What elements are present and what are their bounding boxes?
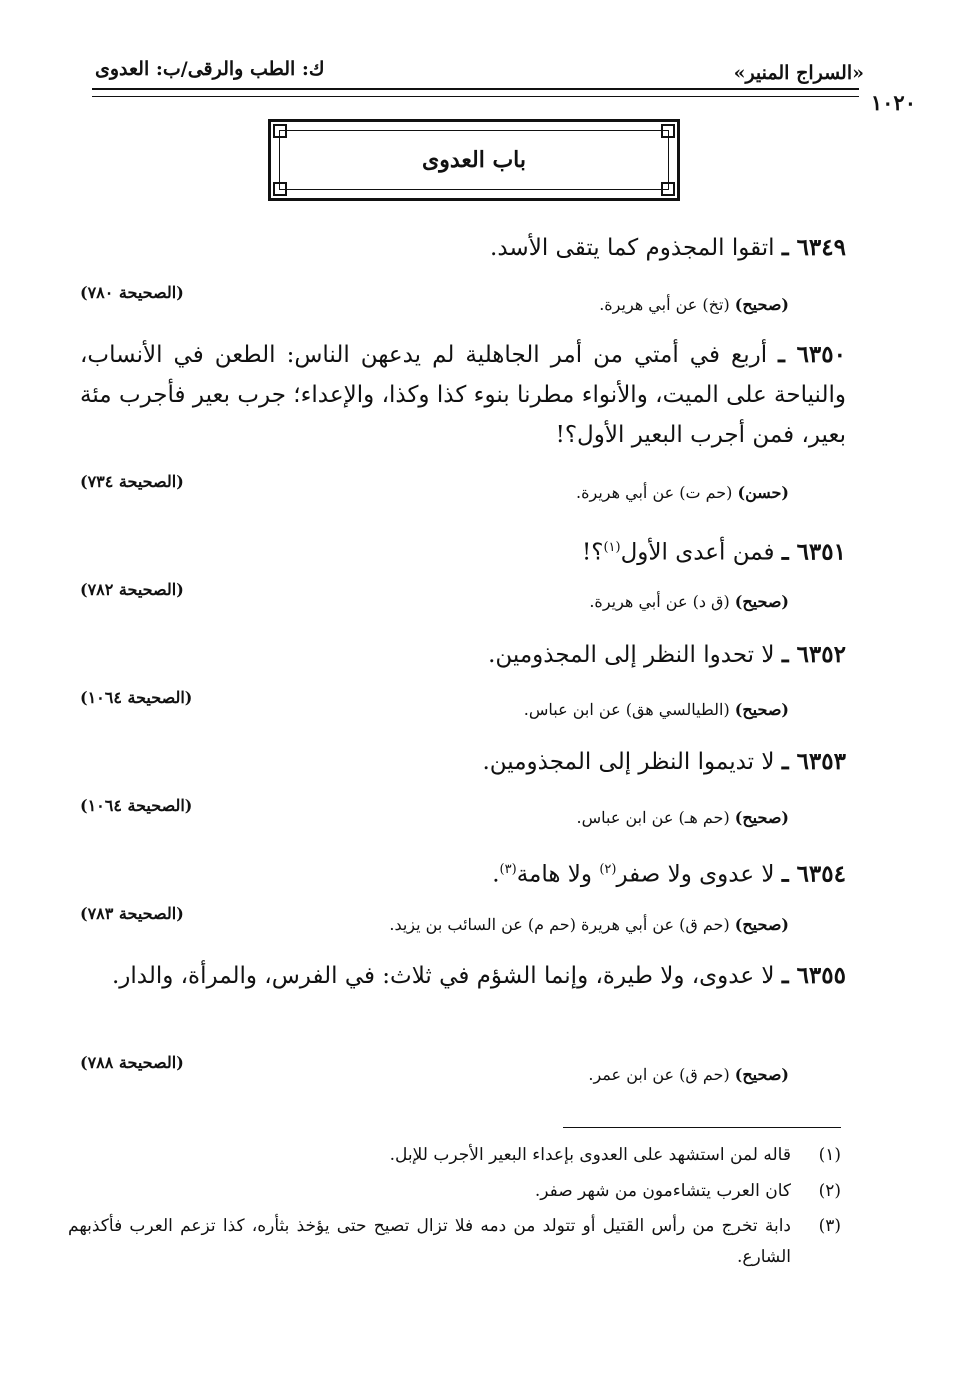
hadith-narrator: (ق د) عن أبي هريرة. bbox=[589, 592, 730, 611]
hadith-grade: (صحيح) bbox=[734, 592, 789, 611]
hadith-reference: (الصحيحة ١٠٦٤) bbox=[80, 796, 193, 815]
hadith-entry bbox=[80, 956, 846, 996]
footnote-text: دابة تخرج من رأس القتيل أو تتولد من دمه فلا تزال تصيح حتى يؤخذ بثأره، كذا تزعم العرب فأكذبهم الشارع. bbox=[68, 1216, 791, 1267]
footnote-mark: (٢) bbox=[818, 1181, 841, 1201]
hadith-narrator: (الطيالسي هق) عن ابن عباس. bbox=[523, 700, 730, 719]
hadith-number: ٦٣٥٥ ـ bbox=[781, 962, 846, 989]
section-title: ك: الطب والرقى/ب: العدوى bbox=[95, 58, 325, 80]
hadith-number: ٦٣٤٩ ـ bbox=[781, 234, 846, 261]
footnote-mark: (١) bbox=[818, 1145, 841, 1165]
footnote-marker: (١) bbox=[603, 540, 621, 555]
hadith-entry bbox=[80, 850, 846, 895]
footnote bbox=[68, 1176, 839, 1207]
hadith-entry bbox=[80, 742, 846, 782]
hadith-number: ٦٣٥٢ ـ bbox=[781, 641, 846, 668]
hadith-text: لا عدوى، ولا طيرة، وإنما الشؤم في ثلاث: في الفرس، والمرأة، والدار. bbox=[111, 963, 775, 989]
hadith-text: لا تديموا النظر إلى المجذومين. bbox=[482, 749, 775, 775]
footnote-marker: (٢) bbox=[599, 862, 617, 877]
book-title: «السراج المنير» bbox=[733, 62, 864, 84]
hadith-text: لا تحدوا النظر إلى المجذومين. bbox=[488, 642, 775, 668]
hadith-source bbox=[589, 592, 789, 611]
hadith-text-end: ؟! bbox=[581, 539, 604, 566]
hadith-grade: (صحيح) bbox=[734, 915, 789, 934]
hadith-source bbox=[577, 808, 789, 827]
chapter-frame-inner bbox=[279, 130, 669, 190]
footnote-text: كان العرب يتشاءمون من شهر صفر. bbox=[534, 1181, 791, 1201]
hadith-grade: (صحيح) bbox=[734, 808, 789, 827]
header-rule bbox=[92, 88, 859, 90]
hadith-narrator: (حم ت) عن أبي هريرة. bbox=[576, 483, 733, 502]
hadith-grade: (حسن) bbox=[737, 483, 789, 502]
hadith-entry bbox=[80, 335, 846, 455]
chapter-frame bbox=[268, 119, 680, 201]
hadith-source bbox=[389, 915, 789, 934]
hadith-text: لا عدوى ولا صفر bbox=[616, 861, 775, 888]
footnote-text: قاله لمن استشهد على العدوى بإعداء البعير الأجرب للإبل. bbox=[389, 1145, 791, 1165]
hadith-source bbox=[599, 295, 789, 314]
hadith-narrator: (حم هـ) عن ابن عباس. bbox=[576, 808, 730, 827]
hadith-reference: (الصحيحة ٧٨٠) bbox=[80, 283, 184, 302]
hadith-grade: (صحيح) bbox=[734, 295, 789, 314]
hadith-source bbox=[524, 700, 789, 719]
hadith-reference: (الصحيحة ٧٨٨) bbox=[80, 1053, 184, 1072]
footnote-rule bbox=[563, 1127, 841, 1128]
chapter-title: باب العدوى bbox=[421, 147, 527, 173]
hadith-source bbox=[588, 1065, 789, 1084]
hadith-grade: (صحيح) bbox=[734, 1065, 789, 1084]
hadith-narrator: (تخ) عن أبي هريرة. bbox=[599, 295, 730, 314]
hadith-reference: (الصحيحة ٧٣٤) bbox=[80, 472, 184, 491]
hadith-text: فمن أعدى الأول bbox=[620, 539, 775, 566]
hadith-reference: (الصحيحة ٧٨٢) bbox=[80, 580, 184, 599]
hadith-source bbox=[576, 483, 789, 502]
hadith-number: ٦٣٥٣ ـ bbox=[781, 748, 846, 775]
hadith-entry bbox=[80, 635, 846, 675]
header-rule-thin bbox=[92, 96, 859, 97]
hadith-text: أربع في أمتي من أمر الجاهلية لم يدعهن الناس: الطعن في الأنساب، والنياحة على الميت، والأنواء مطرنا بنوء كذا وكذا، والإعداء؛ جرب بعير فأجرب مئة بعير، فمن أجرب البعير الأول؟! bbox=[80, 342, 846, 448]
page-number: ١٠٢٠ bbox=[870, 90, 916, 115]
hadith-number: ٦٣٥٠ ـ bbox=[778, 341, 846, 368]
hadith-number: ٦٣٥١ ـ bbox=[781, 538, 846, 566]
hadith-entry bbox=[80, 228, 846, 268]
footnote bbox=[68, 1211, 839, 1273]
hadith-reference: (الصحيحة ٧٨٣) bbox=[80, 904, 184, 923]
hadith-narrator: (حم ق) عن أبي هريرة (حم م) عن السائب بن يزيد. bbox=[389, 915, 730, 934]
hadith-grade: (صحيح) bbox=[734, 700, 789, 719]
hadith-narrator: (حم ق) عن ابن عمر. bbox=[588, 1065, 730, 1084]
hadith-text-end: . bbox=[492, 861, 500, 888]
hadith-number: ٦٣٥٤ ـ bbox=[781, 860, 846, 888]
footnote-mark: (٣) bbox=[818, 1216, 841, 1236]
footnote bbox=[68, 1140, 839, 1171]
hadith-text-mid: ولا هامة bbox=[516, 861, 600, 888]
footnote-marker: (٣) bbox=[499, 862, 517, 877]
hadith-text: اتقوا المجذوم كما يتقى الأسد. bbox=[490, 235, 775, 261]
hadith-reference: (الصحيحة ١٠٦٤) bbox=[80, 688, 193, 707]
hadith-entry bbox=[80, 528, 846, 573]
